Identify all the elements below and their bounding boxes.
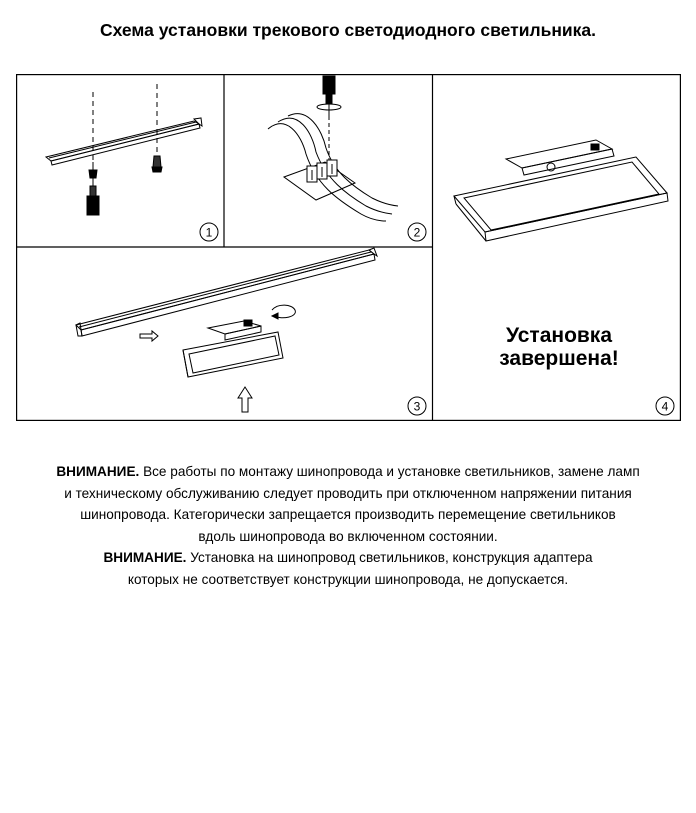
- step-4-illustration: [454, 140, 668, 241]
- step-3-number: 3: [413, 399, 421, 414]
- step-4-badge: [656, 397, 674, 415]
- step-1-badge: [200, 223, 218, 241]
- page-title: Схема установки трекового светодиодного светильника.: [99, 20, 597, 40]
- safety-notice: [20, 461, 676, 591]
- installation-complete-message: [499, 324, 619, 370]
- notice-line: [20, 547, 676, 569]
- warning-label: ВНИМАНИЕ.: [56, 464, 140, 479]
- step-1-illustration: [46, 84, 202, 215]
- step-1-number: 1: [205, 225, 213, 240]
- notice-line: и техническому обслуживанию следует проводить при отключенном напряжении питания: [64, 485, 632, 501]
- notice-text: Все работы по монтажу шинопровода и установке светильников, замене ламп: [139, 464, 640, 479]
- notice-line: [20, 461, 676, 483]
- installation-diagram-grid: [16, 74, 681, 421]
- notice-text: Установка на шинопровод светильников, конструкция адаптера: [186, 550, 593, 566]
- complete-line-2: завершена!: [499, 347, 619, 370]
- step-3-illustration: [76, 248, 377, 412]
- step-2-badge: [408, 223, 426, 241]
- step-4-number: 4: [661, 399, 669, 414]
- warning-label: ВНИМАНИЕ.: [103, 550, 187, 566]
- notice-line: которых не соответствует конструкции шинопровода, не допускается.: [127, 571, 569, 587]
- complete-line-1: Установка: [506, 324, 612, 347]
- step-3-badge: [408, 397, 426, 415]
- notice-line: шинопровода. Категорически запрещается производить перемещение светильников: [80, 507, 616, 523]
- notice-line: вдоль шинопровода во включенном состоянии.: [198, 528, 498, 544]
- step-2-number: 2: [413, 225, 421, 240]
- step-2-illustration: [268, 76, 398, 221]
